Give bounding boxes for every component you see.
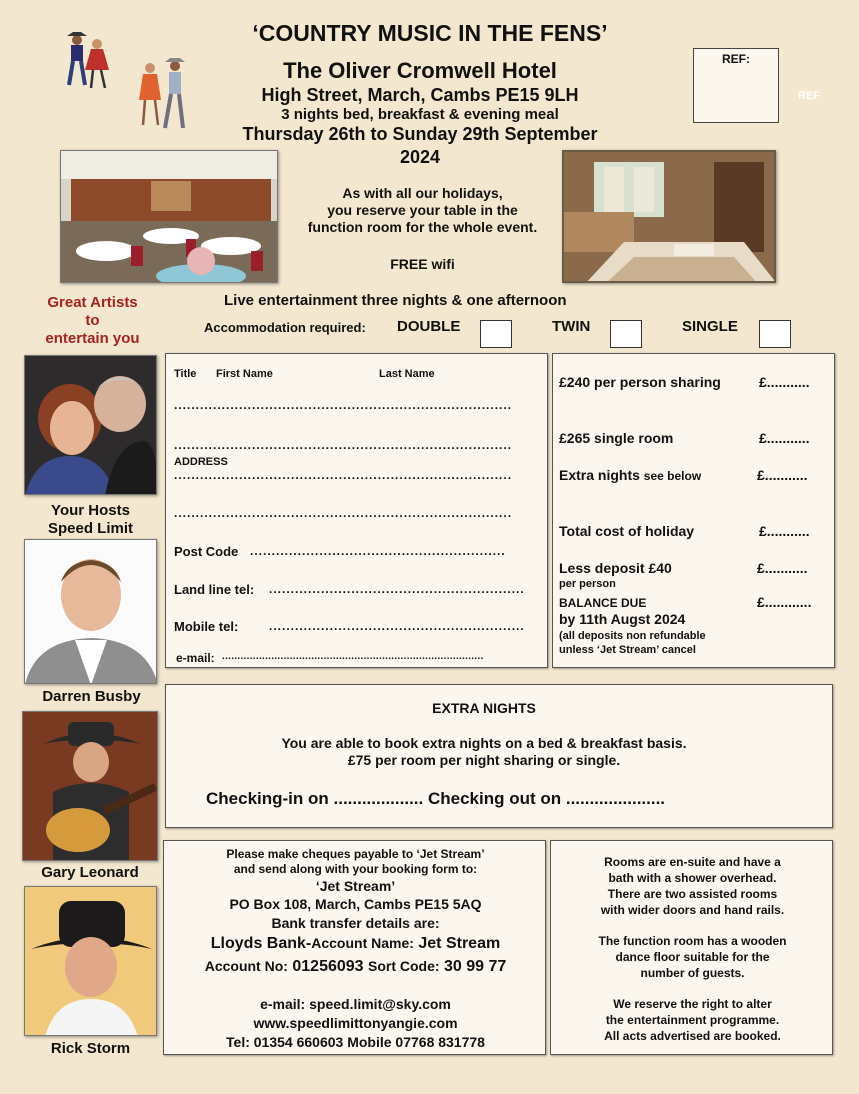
landline-field[interactable]: ........................................................... (269, 582, 525, 596)
info-line-7: number of guests. (640, 966, 745, 980)
account-no: 01256093 (287, 958, 368, 975)
first-name-label: First Name (216, 368, 273, 380)
bank-details (164, 935, 547, 953)
email-label: e-mail: (176, 651, 215, 665)
twin-checkbox[interactable] (610, 320, 642, 348)
hosts-photo (24, 355, 157, 495)
last-name-label: Last Name (379, 368, 435, 380)
deposit-note-2: unless ‘Jet Stream’ cancel (559, 644, 696, 656)
bank-name: Lloyds Bank- (210, 935, 312, 952)
info-line-9: the entertainment programme. (605, 1013, 780, 1027)
great-artists-line-2: to (85, 312, 100, 329)
bedroom-photo (562, 150, 776, 283)
accommodation-label: Accommodation required: (204, 320, 366, 335)
info-line-5: The function room has a wooden (598, 934, 787, 948)
payment-box (163, 840, 546, 1055)
title-label: Title (174, 368, 197, 380)
extra-nights-see-below: see below (643, 469, 702, 483)
contact-website[interactable]: www.speedlimittonyangie.com (253, 1015, 458, 1031)
deposit-label: Less deposit £40 (559, 560, 672, 576)
balance-due-date: by 11th Augst 2024 (559, 611, 686, 627)
contact-phones: Tel: 01354 660603 Mobile 07768 831778 (226, 1034, 485, 1050)
extra-nights-line-2: £75 per room per night sharing or single. (347, 752, 621, 768)
deposit-note-1: (all deposits non refundable (559, 630, 706, 642)
function-room-photo (60, 150, 278, 283)
amount-extra[interactable]: £........... (757, 467, 808, 483)
event-year: 2024 (399, 147, 441, 167)
account-no-label: Account No: (204, 958, 288, 974)
address-field-1[interactable]: .............................................................................. (174, 468, 513, 482)
intro-line-3: function room for the whole event. (307, 219, 538, 235)
sort-code: 30 99 77 (439, 958, 507, 975)
extra-nights-cost (559, 467, 701, 483)
single-label: SINGLE (682, 318, 738, 335)
gary-leonard-caption: Gary Leonard (41, 864, 139, 881)
total-cost-label: Total cost of holiday (559, 523, 695, 539)
postcode-label: Post Code (174, 544, 239, 559)
amount-total[interactable]: £........... (759, 523, 810, 539)
account-name-label: Account Name: (311, 935, 414, 951)
po-box-address: PO Box 108, March, Cambs PE15 5AQ (229, 896, 482, 912)
info-line-2: bath with a shower overhead. (608, 871, 777, 885)
live-entertainment: Live entertainment three nights & one afternoon (224, 292, 567, 309)
amount-single[interactable]: £........... (759, 430, 810, 446)
intro-line-1: As with all our holidays, (342, 185, 503, 201)
booking-form (165, 353, 548, 668)
double-label: DOUBLE (397, 318, 461, 335)
info-line-6: dance floor suitable for the (615, 950, 770, 964)
package-description: 3 nights bed, breakfast & evening meal (281, 106, 559, 123)
event-dates: Thursday 26th to Sunday 29th September (242, 124, 598, 144)
info-box (550, 840, 833, 1055)
ref-label: REF: (722, 52, 750, 66)
contact-email[interactable]: e-mail: speed.limit@sky.com (260, 996, 451, 1012)
account-name: Jet Stream (413, 935, 501, 952)
address-label: ADDRESS (174, 456, 228, 468)
line-dancers-illustration (55, 30, 195, 135)
info-line-3: There are two assisted rooms (607, 887, 778, 901)
darren-busby-caption: Darren Busby (42, 688, 141, 705)
cheques-payable: Please make cheques payable to ‘Jet Stream’ (226, 847, 485, 861)
per-person: per person (559, 578, 616, 590)
hosts-caption-line-1: Your Hosts (51, 502, 130, 519)
bank-transfer-heading: Bank transfer details are: (271, 915, 440, 931)
info-line-4: with wider doors and hand rails. (600, 903, 785, 917)
sort-code-label: Sort Code: (368, 958, 440, 974)
postcode-field[interactable]: ........................................................... (250, 544, 506, 558)
rick-storm-photo (24, 886, 157, 1036)
free-wifi: FREE wifi (390, 256, 455, 272)
extra-nights-heading: EXTRA NIGHTS (432, 700, 536, 716)
great-artists-line-1: Great Artists (47, 294, 138, 311)
darren-busby-photo (24, 539, 157, 684)
landline-label: Land line tel: (174, 582, 255, 597)
info-line-1: Rooms are en-suite and have a (604, 855, 781, 869)
name-field[interactable]: .............................................................................. (174, 398, 513, 412)
balance-due-label: BALANCE DUE (559, 596, 647, 610)
info-line-10: All acts advertised are booked. (604, 1029, 781, 1043)
amount-sharing[interactable]: £........... (759, 374, 810, 390)
name-field-2[interactable]: .............................................................................. (174, 438, 513, 452)
great-artists-heading (25, 294, 160, 348)
extra-nights-box (165, 684, 833, 828)
costs-box (552, 353, 835, 668)
hosts-caption-line-2: Speed Limit (47, 520, 133, 537)
account-details (164, 958, 547, 976)
ref-watermark: REF (798, 90, 820, 102)
hotel-address: High Street, March, Cambs PE15 9LH (261, 85, 579, 105)
amount-deposit[interactable]: £........... (757, 560, 808, 576)
info-line-8: We reserve the right to alter (613, 997, 772, 1011)
ref-box[interactable] (693, 48, 779, 123)
double-checkbox[interactable] (480, 320, 512, 348)
send-along: and send along with your booking form to: (233, 862, 478, 876)
twin-label: TWIN (552, 318, 591, 335)
mobile-field[interactable]: ........................................................... (269, 619, 525, 633)
gary-leonard-photo (22, 711, 158, 861)
rick-storm-caption: Rick Storm (50, 1040, 131, 1057)
extra-nights-line-1: You are able to book extra nights on a bed & breakfast basis. (281, 735, 687, 751)
email-field[interactable]: ..................................................................................... (222, 651, 484, 662)
hotel-name: The Oliver Cromwell Hotel (283, 58, 557, 83)
page-title: ‘COUNTRY MUSIC IN THE FENS’ (252, 20, 608, 46)
single-checkbox[interactable] (759, 320, 791, 348)
checking-in-out-fields[interactable]: Checking-in on ................... Checking out on ..................... (206, 789, 666, 808)
amount-balance[interactable]: £............ (757, 594, 812, 610)
mobile-label: Mobile tel: (174, 619, 239, 634)
great-artists-line-3: entertain you (45, 330, 140, 347)
address-field-2[interactable]: .............................................................................. (174, 506, 513, 520)
intro-line-2: you reserve your table in the (327, 202, 518, 218)
extra-nights-main: Extra nights (559, 467, 640, 483)
company-name: ‘Jet Stream’ (315, 878, 396, 894)
price-single: £265 single room (559, 430, 674, 446)
price-sharing: £240 per person sharing (559, 374, 721, 390)
